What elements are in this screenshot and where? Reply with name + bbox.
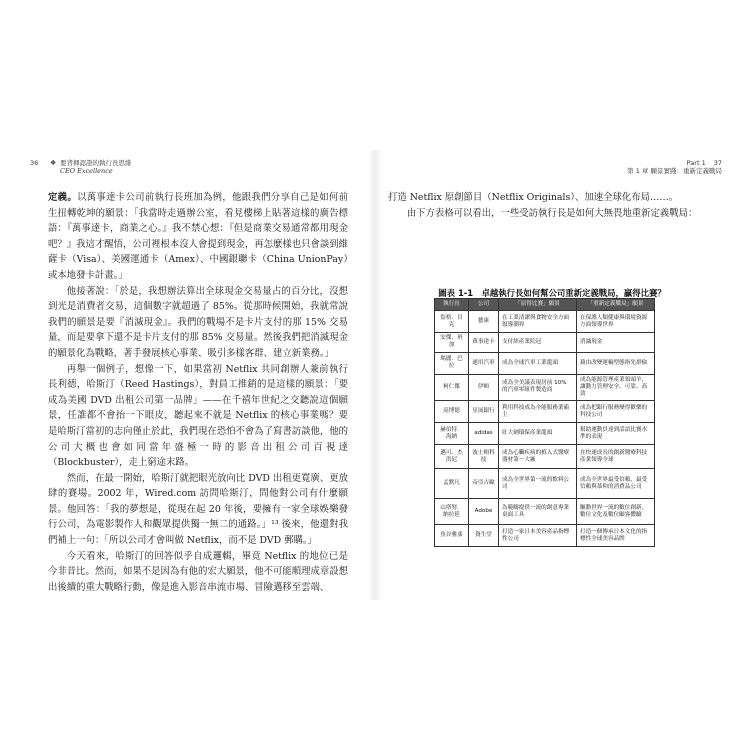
table-row: [435, 423, 655, 445]
company-cell: 萬事達卡: [469, 333, 499, 352]
left-body-text: [48, 190, 348, 595]
right-body-text: [388, 190, 704, 221]
left-page: [22, 150, 368, 600]
company-cell: 伊頓: [469, 374, 499, 401]
ceo-name-cell: 赫伯特．海納: [435, 423, 469, 445]
ceo-name-cell: 盜格．貝克: [435, 311, 469, 333]
paragraph: 定義。以萬事達卡公司前執行長班加為例，他跟我們分享自己是如何前生扭轉乾坤的願景：「我當時走過辦公室，看見樓梯上貼著這樣的廣告標語：『萬事達卡，商業之心。』我不禁心想：『但是商業交易通常都用現金吧？』我這才醒悟，公司裡根本沒人會提到現金，再怎麼樣也只會談到維薩卡（Visa）、美國運通卡（Amex）、中國銀聯卡（China UnionPay）或本地發卡計畫。」: [48, 192, 349, 281]
company-cell: 通用汽車: [469, 352, 499, 374]
company-cell: 帝亞吉歐: [469, 469, 499, 499]
win-game-cell: 支付經產業院冠: [499, 333, 577, 352]
company-cell: Adobe: [469, 499, 499, 525]
ceo-name-cell: 安傑．班加: [435, 333, 469, 352]
company-cell: 藝康: [469, 311, 499, 333]
running-title: 要背揮認證的執行長思維: [60, 159, 132, 167]
column-header: 「原得比賽」願景: [499, 299, 577, 311]
redefine-game-cell: 在快速成長的創新醫療科技產業領導全球: [577, 445, 655, 469]
table-row: [435, 352, 655, 374]
right-running-header: [627, 159, 722, 175]
column-header: 執行長: [435, 299, 469, 311]
redefine-game-cell: 打造一個傳承日本文化的指標性全球美容品牌: [577, 525, 655, 547]
win-game-cell: 成為全美議表現居前 10% 的汽車零組件製造商: [499, 374, 577, 401]
company-cell: 波士頓科技: [469, 445, 499, 469]
table-row: [435, 374, 655, 401]
book-gutter: [368, 150, 382, 600]
win-game-cell: 成為全世界第一流的飲料公司: [499, 469, 577, 499]
redefine-game-cell: 消滅現金: [577, 333, 655, 352]
paragraph: 今天看來，哈斯汀的回答似乎自成邏輯，畢竟 Netflix 的地位已是今非昔比。然而，如果不是因為有他的宏大願景，他不可能順理成章設想出後續的重大戰略行動，像是進入影音串流市場、冒險邁移至雲端、: [48, 550, 349, 593]
part-label: Part 1 37: [686, 159, 722, 167]
win-game-cell: 成為全球汽車工業龍頭: [499, 352, 577, 374]
redefine-game-cell: 幫助運動員達到話語比賽水準的表現: [577, 423, 655, 445]
redefine-game-cell: 藉由改變運輸型態指先群倫: [577, 352, 655, 374]
ceo-name-cell: 孟默凡: [435, 469, 469, 499]
redefine-game-cell: 在保護人類健康與環境資源方面領導世界: [577, 311, 655, 333]
ceo-table: [434, 298, 655, 547]
ceo-name-cell: 魚谷雅彥: [435, 525, 469, 547]
table-title: 圖表 1-1 卓越執行長如何幫公司重新定義戰局，贏得比賽？: [438, 288, 666, 298]
table-row: [435, 311, 655, 333]
right-page-number: 37: [713, 159, 722, 167]
chapter-label: 第 1 章 願景實踐：重新定義戰局: [627, 167, 722, 175]
win-game-cell: 壯大劍環保產業龍頭: [499, 423, 577, 445]
paragraph: 然而，在最一開始，哈斯汀就把眼光放向比 DVD 出租更寬廣、更放肆的賽場。2002 年，Wired.com 訪問哈斯汀，問他對公司有什麼願景。他回答：「我的夢想是，從現在起 20 年後，要擁有一家全球娛樂發行公司，為電影製作人和觀眾提供獨一無二的通路。」¹³ 後來，他還對我們補上一句：「所以公司才會叫做 Netflix，而不是 DVD 郵購。」: [48, 472, 348, 547]
win-game-cell: 成為心臟疾病的植入式醫療器材第一大廠: [499, 445, 577, 469]
running-subtitle: CEO Excellence: [60, 167, 113, 175]
table-row: [435, 469, 655, 499]
paragraph: 打造 Netflix 原創節目（Netflix Originals）、加速全球化布局……。: [388, 192, 679, 203]
win-game-cell: 在工業清潔與食物安全方面領導潮界: [499, 311, 577, 333]
redefine-game-cell: 驅動世界一流的數位創新，數位文化及數位顧客體驗: [577, 499, 655, 525]
ceo-name-cell: 山塔努．納拉延: [435, 499, 469, 525]
table-row: [435, 401, 655, 423]
left-page-number: 36: [30, 159, 39, 167]
wifi-logo-icon: ❖: [50, 159, 57, 167]
redefine-game-cell: 成為把銀行服務變得歡樂的科技公司: [577, 401, 655, 423]
win-game-cell: 利用科技成為全能服務業霸主: [499, 401, 577, 423]
paragraph-lead: 定義。: [48, 192, 78, 203]
table-row: [435, 525, 655, 547]
column-header: 公司: [469, 299, 499, 311]
table-row: [435, 499, 655, 525]
column-header: 「重新定義戰局」願景: [577, 299, 655, 311]
redefine-game-cell: 成為全世界最受信賴、最受信賴與慕仰的消費品公司: [577, 469, 655, 499]
table-row: [435, 333, 655, 352]
table-header-row: [435, 299, 655, 311]
company-cell: adidas: [469, 423, 499, 445]
ceo-name-cell: 邁可．杰洪尼: [435, 445, 469, 469]
paragraph: 他接著說：「於是，我想辦法算出全球現金交易量占的百分比，沒想到光是消費者交易，這個數字就超過了 85%。從那時候開始，我就常說我們的願景是要『消滅現金』。我們的戰場不是卡片支付的那 15% 交易量，而是要拿下還不是卡片支付的那 85% 交易量。然後我們把消滅現金的願景化為戰略，著手發展核心事業、吸引多樣客群、建立新業務。」: [48, 285, 348, 359]
company-cell: 資生堂: [469, 525, 499, 547]
ceo-name-cell: 高博德: [435, 401, 469, 423]
redefine-game-cell: 成為能源管理產業領頭羊，讓動力管理安全、可靠、高效: [577, 374, 655, 401]
win-game-cell: 打造一家日本美容產品指標性公司: [499, 525, 577, 547]
table-row: [435, 445, 655, 469]
ceo-name-cell: 瑪麗．巴拉: [435, 352, 469, 374]
paragraph: 再舉一個例子，想像一下，如果當初 Netflix 共同創辦人兼前執行長利德，哈斯汀（Reed Hastings），對員工推銷的是這樣的願景：「要成為美國 DVD 出租公司第一品牌」——在千禧年世紀之交聽說這個願景，任誰都不會抬一下眼皮，聽起來不就是 Netflix 的核心事業嗎？要是哈斯汀當初的志向僅止於此，我們現在恐怕不會為了寫書訪談他，他的公司大概也會如同當年盛極一時的影音出租公司百視達（Blockbuster），走上窮途末路。: [48, 363, 349, 469]
company-cell: 星展銀行: [469, 401, 499, 423]
book-spread: [22, 150, 728, 600]
right-page: [382, 150, 728, 600]
win-game-cell: 為範疇提供一流的創意專業桌面工具: [499, 499, 577, 525]
ceo-name-cell: 柯仁傑: [435, 374, 469, 401]
paragraph: 由下方表格可以看出，一些受訪執行長是如何大無畏地重新定義戰局：: [406, 207, 698, 219]
